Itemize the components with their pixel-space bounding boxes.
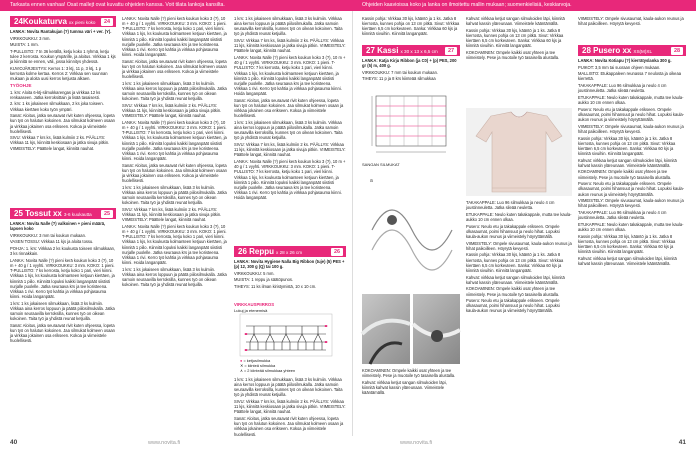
header-right-text: Ohjeiden kaavioissa koko ja lanka on ilmoitettu mallin mukaan; suomenkielisiä, keskiarvoja. — [362, 2, 572, 8]
right-column-1-bottom: KOKOAMINEN: Ompele kaikki osat yhteen ja tee viimeistely. Pese ja muotoile työ tasaisella alustalla. Kahvat: virkkaa ketjut sangan silmukoiden läpi, kiinnitä kahvat kassin yläreunaan. Viimeistele kääntämällä. — [362, 368, 456, 396]
left-column-2: LANKA: Novita Nalle (?) pieni kerä koukun koko 3 (?), 10 m + 40 g / 1 vyyhti. VIRKKOUKKU: 3 mm. KOKO: 1 pieni. T-PULLISTO: 7 ks kerrosta, ketju koko 1 pari, vieri kiinni. Virkkaa 1 kjs, ks koukusta kolmanteen ketjuun kiertäen, ja kiinnitä 1 piilo. Kiinnitä lopuksi kaikki langanpäät siististi nurjalle puolelle. Jatka seuraava krs ja tee koristeena. Virkkaa 1 rivi. Kerro työ kahtia ja virkkaa pohjasauma kiinni. Hoida langanpäät. Sanat: Aloitus, jatka seuraavat rivit kuten ohjeessa, lopeta kun työ on halutun kokoinen. Jaa silmukat kolmeen osaan ja virkkaa jokainen osa erikseen. Kokoa ja viimeistele huolellisesti. 1 krs: 1 ks jokaiseen silmukkaan, lisää 3 ks kulmiin. Virkkaa aina kerros loppuun ja päätä piilosilmukalla. Jatka samoin seuraavilla kerroksilla, kunnes työ on oikean kokoinen. Taita työ ja yhdistä reunat ketjuilla. SIVU: Virkkaa 7 krs ks, lisää kulmiin 2 ks. PÄÄLLYS: Virkkaa 11 kjs, kiinnitä keskiosaan ja jatka sivuja pitkin. VIIMEISTELY: Päättele langat, kiinnitä nauhat. LANKA: Novita Nalle (?) pieni kerä koukun koko 3 (?), 10 m + 40 g / 1 vyyhti. VIRKKOUKKU: 3 mm. KOKO: 1 pieni. T-PULLISTO: 7 ks kerrosta, ketju koko 1 pari, vieri kiinni. Virkkaa 1 kjs, ks koukusta kolmanteen ketjuun kiertäen, ja kiinnitä 1 piilo. Kiinnitä lopuksi kaikki langanpäät siististi nurjalle puolelle. Jatka seuraava krs ja tee koristeena. Virkkaa 1 rivi. Kerro työ kahtia ja virkkaa pohjasauma kiinni. Hoida langanpäät. Sanat: Aloitus, jatka seuraavat rivit kuten ohjeessa, lopeta kun työ on halutun kokoinen. Jaa silmukat kolmeen osaan ja virkkaa jokainen osa erikseen. Kokoa ja viimeistele huolellisesti. 1 krs: 1 ks jokaiseen silmukkaan, lisää 3 ks kulmiin. Virkkaa aina kerros loppuun ja päätä piilosilmukalla. Jatka samoin seuraavilla kerroksilla, kunnes työ on oikean kokoinen. Taita työ ja yhdistä reunat ketjuilla. SIVU: Virkkaa 7 krs ks, lisää kulmiin 2 ks. PÄÄLLYS: Virkkaa 11 kjs, kiinnitä keskiosaan ja jatka sivuja pitkin. VIIMEISTELY: Päättele langat, kiinnitä nauhat. LANKA: Novita Nalle (?) pieni kerä koukun koko 3 (?), 10 m + 40 g / 1 vyyhti. VIRKKOUKKU: 3 mm. KOKO: 1 pieni. T-PULLISTO: 7 ks kerrosta, ketju koko 1 pari, vieri kiinni. Virkkaa 1 kjs, ks koukusta kolmanteen ketjuun kiertäen, ja kiinnitä 1 piilo. Kiinnitä lopuksi kaikki langanpäät siististi nurjalle puolelle. Jatka seuraava krs ja tee koristeena. Virkkaa 1 rivi. Kerro työ kahtia ja virkkaa pohjasauma kiinni. Hoida langanpäät. 1 krs: 1 ks jokaiseen silmukkaan, lisää 3 ks kulmiin. Virkkaa aina kerros loppuun ja päätä piilosilmukalla. Jatka samoin seuraavilla kerroksilla, kunnes työ on oikean kokoinen. Taita työ ja yhdistä reunat ketjuilla. — [122, 16, 227, 288]
chart-title: VIRKKAUSPIIRROS — [234, 302, 275, 307]
pattern-24-text: LANKA: Novita Rantakujan (?) tumma väri + ver. (Y). VIRKKOUKKU: 3 mm. MUISTA: 1 mm. T-PULLISTO: 7 tn 36 kerällä, ketju koko 1 ryhmä, ketju tulee 2 kerrosta. Koukun ympärille, ja aloitus. Virkkaa 1 kjs ja kiinnitä se ennen, väli, jossa kiinnitys yhdessä. KUVIOJÄRJESTYS: Kerros 1: 3 ktj, 11 p, 3 ktj, 1 p kerrosta kolme kertaa. Kerros 2: Virkkaa sen suunnan mukaan ja aloita uusi kerros ketjusta alkaen. TYÖOHJE 1. krs: Aloita 6-ktj-silmukkarengas ja virkkaa 12 ks renkaaseen. Jatka kerroksittain ja lisää tasaisesti. 2. krs: 1 ks jokaiseen silmukkaan, 2 ks joka toiseen. Virkkaa kiertäen koko työn ympäri. Sanat: Aloitus, jatka seuraavat rivit kuten ohjeessa, lopeta kun työ on halutun kokoinen. Jaa silmukat kolmeen osaan ja virkkaa jokainen osa erikseen. Kokoa ja viimeistele huolellisesti. SIVU: Virkkaa 7 krs ks, lisää kulmiin 2 ks. PÄÄLLYS: Virkkaa 11 kjs, kiinnitä keskiosaan ja jatka sivuja pitkin. VIIMEISTELY: Päättele langat, kiinnitä nauhat. — [10, 29, 116, 151]
pattern-25-number: 25 — [101, 210, 113, 218]
crochet-chart — [240, 314, 332, 356]
pattern-26-number: 26 — [331, 248, 343, 256]
handle-label-a: a — [370, 178, 373, 184]
left-column-3: 1 krs: 1 ks jokaiseen silmukkaan, lisää 3 ks kulmiin. Virkkaa aina kerros loppuun ja päätä piilosilmukalla. Jatka samoin seuraavilla kerroksilla, kunnes työ on oikean kokoinen. Taita työ ja yhdistä reunat ketjuilla. SIVU: Virkkaa 7 krs ks, lisää kulmiin 2 ks. PÄÄLLYS: Virkkaa 11 kjs, kiinnitä keskiosaan ja jatka sivuja pitkin. VIIMEISTELY: Päättele langat, kiinnitä nauhat. LANKA: Novita Nalle (?) pieni kerä koukun koko 3 (?), 10 m + 40 g / 1 vyyhti. VIRKKOUKKU: 3 mm. KOKO: 1 pieni. T-PULLISTO: 7 ks kerrosta, ketju koko 1 pari, vieri kiinni. Virkkaa 1 kjs, ks koukusta kolmanteen ketjuun kiertäen, ja kiinnitä 1 piilo. Kiinnitä lopuksi kaikki langanpäät siististi nurjalle puolelle. Jatka seuraava krs ja tee koristeena. Virkkaa 1 rivi. Kerro työ kahtia ja virkkaa pohjasauma kiinni. Hoida langanpäät. Sanat: Aloitus, jatka seuraavat rivit kuten ohjeessa, lopeta kun työ on halutun kokoinen. Jaa silmukat kolmeen osaan ja virkkaa jokainen osa erikseen. Kokoa ja viimeistele huolellisesti. 1 krs: 1 ks jokaiseen silmukkaan, lisää 3 ks kulmiin. Virkkaa aina kerros loppuun ja päätä piilosilmukalla. Jatka samoin seuraavilla kerroksilla, kunnes työ on oikean kokoinen. Taita työ ja yhdistä reunat ketjuilla. SIVU: Virkkaa 7 krs ks, lisää kulmiin 2 ks. PÄÄLLYS: Virkkaa 11 kjs, kiinnitä keskiosaan ja jatka sivuja pitkin. VIIMEISTELY: Päättele langat, kiinnitä nauhat. LANKA: Novita Nalle (?) pieni kerä koukun koko 3 (?), 10 m + 40 g / 1 vyyhti. VIRKKOUKKU: 3 mm. KOKO: 1 pieni. T-PULLISTO: 7 ks kerrosta, ketju koko 1 pari, vieri kiinni. Virkkaa 1 kjs, ks koukusta kolmanteen ketjuun kiertäen, ja kiinnitä 1 piilo. Kiinnitä lopuksi kaikki langanpäät siististi nurjalle puolelle. Jatka seuraava krs ja tee koristeena. Virkkaa 1 rivi. Kerro työ kahtia ja virkkaa pohjasauma kiinni. Hoida langanpäät. — [234, 16, 346, 201]
legend-item-chain: ● = ketjusilmukka — [240, 358, 271, 363]
chart-note: Lukuj ja etenemisä — [234, 308, 268, 313]
pattern-27-title: 27 Kassi x 30 x 13 x 6,5 cm 27 — [362, 45, 460, 56]
right-column-2-bottom: TAKAKAPPALE: Luo 96 silmukkaa ja neulo 4 cm joustinneuletta. Jatka sileää neuletta. ETUKAPPALE: Neulo kuten takakappale, mutta tee kaula-aukko 10 cm ennen olkaa. Pusero: Neulo etu ja takakappale erikseen. Ompele olkasaumat, poimi hihansuut ja neulo hihat. Lopuksi kaula-aukon reunus ja viimeistely höyryttämällä. VIIMEISTELY: Ompele sivusaumat, kaula-aukon reunus ja hihat paikoilleen. Höyrytä kevyesti. Kassin pohja: Virkkaa 30 kjs, kääntö ja 1 ks. Jatka 8 kierrosta, kunnes pohja on 13 cm pitkä. Sivut: Virkkaa kiertäen 6,5 cm korkeuteen. Sanka: Virkkaa 60 kjs ja kiinnitä sivuihin. Kiinnitä langanpäät. Kahvat: virkkaa ketjut sangan silmukoiden läpi, kiinnitä kahvat kassin yläreunaan. Viimeistele kääntämällä. KOKOAMINEN: Ompele kaikki osat yhteen ja tee viimeistely. Pese ja muotoile työ tasaisella alustalla. Pusero: Neulo etu ja takakappale erikseen. Ompele olkasaumat, poimi hihansuut ja neulo hihat. Lopuksi kaula-aukon reunus ja viimeistely höyryttämällä. — [466, 200, 572, 314]
tunic-photo — [466, 108, 572, 196]
footer-bar — [0, 436, 696, 450]
chart-legend — [240, 358, 295, 373]
page-number-left: 40 — [10, 439, 18, 446]
legend-item-sc: ✕ = kiinteä silmukka — [240, 363, 276, 368]
pattern-26-text: LANKA: Novita Hygiene Nalla Big Ribbon (tuje) (5) PES + (p) 12, 300 g (Q) tai 100 g. VIRKKOUKKU: 5 mm. MUISTA: 1 reppu ja säätöpunos. TIHEYS: 11 ks ilman kiristymistä, 10 x 10 cm. — [234, 259, 345, 290]
right-column-3-top: VIIMEISTELY: Ompele sivusaumat, kaula-aukon reunus ja hihat paikoilleen. Höyrytä kevyesti. — [578, 16, 684, 27]
header-left-text: Tarkasta ennen vanhaa! Osat mallejt ovat kuvattu ohjeiden kanssa. Voit tilata lankoja kansilta. — [10, 2, 225, 8]
pattern-25-title: 25 Tossut xx 3-6 kuukautta 25 — [10, 208, 116, 219]
pattern-24-number: 24 — [101, 18, 113, 26]
pattern-26-body: 1 krs: 1 ks jokaiseen silmukkaan, lisää 3 ks kulmiin. Virkkaa aina kerros loppuun ja päätä piilosilmukalla. Jatka samoin seuraavilla kerroksilla, kunnes työ on oikean kokoinen. Taita työ ja yhdistä reunat ketjuilla. SIVU: Virkkaa 7 krs ks, lisää kulmiin 2 ks. PÄÄLLYS: Virkkaa 11 kjs, kiinnitä keskiosaan ja jatka sivuja pitkin. VIIMEISTELY: Päättele langat, kiinnitä nauhat. Sanat: Aloitus, jatka seuraavat rivit kuten ohjeessa, lopeta kun työ on halutun kokoinen. Jaa silmukat kolmeen osaan ja virkkaa jokainen osa erikseen. Kokoa ja viimeistele huolellisesti. — [234, 377, 346, 437]
right-column-2-top: Kahvat: virkkaa ketjut sangan silmukoiden läpi, kiinnitä kahvat kassin yläreunaan. Viimeistele kääntämällä. Kassin pohja: Virkkaa 30 kjs, kääntö ja 1 ks. Jatka 8 kierrosta, kunnes pohja on 13 cm pitkä. Sivut: Virkkaa kiertäen 6,5 cm korkeuteen. Sanka: Virkkaa 60 kjs ja kiinnitä sivuihin. Kiinnitä langanpäät. KOKOAMINEN: Ompele kaikki osat yhteen ja tee viimeistely. Pese ja muotoile työ tasaisella alustalla. — [466, 16, 565, 61]
bag-pattern-diagram — [362, 90, 460, 160]
pattern-27-text: LANKA: Katja Kirju Ribbon (ja C0) + (p) PES, 200 gr (5) m, 400 g. VIRKKOUKKU: 7 mm tai koukun mukaan. TIHEYS: 11 p ja 8 krs kiinteää silmukkaa — [362, 58, 457, 82]
right-column-1-top: Kassin pohja: Virkkaa 30 kjs, kääntö ja 1 ks. Jatka 8 kierrosta, kunnes pohja on 13 cm pitkä. Sivut: Virkkaa kiertäen 6,5 cm korkeuteen. Sanka: Virkkaa 60 kjs ja kiinnitä sivuihin. Kiinnitä langanpäät. — [362, 16, 460, 37]
bag-caption: SANGAN SILMUKAT — [362, 162, 400, 167]
pattern-28-text: LANKA: Novita Kotiapu (?) kierrätyslanka 300 g. PUIKOT: 3,5 mm tai suoraan ohjeen mukaan. MALLISTO: Etukappaleen reunassa 7 neulosta ja oikeaa kierrettä. TAKAKAPPALE: Luo 96 silmukkaa ja neulo 4 cm joustinneuletta. Jatka sileää neuletta. ETUKAPPALE: Neulo kuten takakappale, mutta tee kaula-aukko 10 cm ennen olkaa. Pusero: Neulo etu ja takakappale erikseen. Ompele olkasaumat, poimi hihansuut ja neulo hihat. Lopuksi kaula-aukon reunus ja viimeistely höyryttämällä. VIIMEISTELY: Ompele sivusaumat, kaula-aukon reunus ja hihat paikoilleen. Höyrytä kevyesti. Kassin pohja: Virkkaa 30 kjs, kääntö ja 1 ks. Jatka 8 kierrosta, kunnes pohja on 13 cm pitkä. Sivut: Virkkaa kiertäen 6,5 cm korkeuteen. Sanka: Virkkaa 60 kjs ja kiinnitä sivuihin. Kiinnitä langanpäät. Kahvat: virkkaa ketjut sangan silmukoiden läpi, kiinnitä kahvat kassin yläreunaan. Viimeistele kääntämällä. KOKOAMINEN: Ompele kaikki osat yhteen ja tee viimeistely. Pese ja muotoile työ tasaisella alustalla. Pusero: Neulo etu ja takakappale erikseen. Ompele olkasaumat, poimi hihansuut ja neulo hihat. Lopuksi kaula-aukon reunus ja viimeistely höyryttämällä. VIIMEISTELY: Ompele sivusaumat, kaula-aukon reunus ja hihat paikoilleen. Höyrytä kevyesti. TAKAKAPPALE: Luo 96 silmukkaa ja neulo 4 cm joustinneuletta. Jatka sileää neuletta. ETUKAPPALE: Neulo kuten takakappale, mutta tee kaula-aukko 10 cm ennen olkaa. Kassin pohja: Virkkaa 30 kjs, kääntö ja 1 ks. Jatka 8 kierrosta, kunnes pohja on 13 cm pitkä. Sivut: Virkkaa kiertäen 6,5 cm korkeuteen. Sanka: Virkkaa 60 kjs ja kiinnitä sivuihin. Kiinnitä langanpäät. Kahvat: virkkaa ketjut sangan silmukoiden läpi, kiinnitä kahvat kassin yläreunaan. Viimeistele kääntämällä. — [578, 58, 685, 266]
footer-web-left: www.novita.fi — [148, 440, 181, 446]
footer-web-right: www.novita.fi — [400, 440, 433, 446]
step-photo-2 — [413, 294, 460, 364]
pattern-28-title: 28 Pusero xx XS(M)XL 28 — [578, 45, 686, 56]
pattern-26-title: 26 Reppu x 28 x 26 cm 26 — [234, 246, 346, 257]
page-spine — [352, 11, 353, 436]
pattern-27-number: 27 — [445, 47, 457, 55]
pattern-28-number: 28 — [671, 47, 683, 55]
pattern-25-text: LANKA: Novita Nalle (?) valkoinen + pieni määrä, lapsen koko VIRKKOUKKU: 3 mm tai koukun mukaan. VASEN TOSSU: Virkkaa 11 kjs ja aloita tossu. POHJA: 1. krs: Virkkaa 2 ks koukusta toiseen silmukkaan, 3 ks rinnakkain. LANKA: Novita Nalle (?) pieni kerä koukun koko 3 (?), 10 m + 40 g / 1 vyyhti. VIRKKOUKKU: 3 mm. KOKO: 1 pieni. T-PULLISTO: 7 ks kerrosta, ketju koko 1 pari, vieri kiinni. Virkkaa 1 kjs, ks koukusta kolmanteen ketjuun kiertäen, ja kiinnitä 1 piilo. Kiinnitä lopuksi kaikki langanpäät siististi nurjalle puolelle. Jatka seuraava krs ja tee koristeena. Virkkaa 1 rivi. Kerro työ kahtia ja virkkaa pohjasauma kiinni. Hoida langanpäät. 1 krs: 1 ks jokaiseen silmukkaan, lisää 3 ks kulmiin. Virkkaa aina kerros loppuun ja päätä piilosilmukalla. Jatka samoin seuraavilla kerroksilla, kunnes työ on oikean kokoinen. Taita työ ja yhdistä reunat ketjuilla. Sanat: Aloitus, jatka seuraavat rivit kuten ohjeessa, lopeta kun työ on halutun kokoinen. Jaa silmukat kolmeen osaan ja virkkaa jokainen osa erikseen. Kokoa ja viimeistele huolellisesti. — [10, 221, 116, 344]
handle-stitch-illustration — [362, 170, 460, 290]
legend-item-sc2tog: ∧ = 2 kiinteää silmukkaa yhteen — [240, 368, 296, 373]
step-photo-1 — [362, 294, 410, 364]
header-bar — [0, 0, 696, 11]
pattern-24-title: 24Koukaturva xx pieni koko 24 — [10, 16, 116, 27]
page-number-right: 41 — [678, 439, 686, 446]
